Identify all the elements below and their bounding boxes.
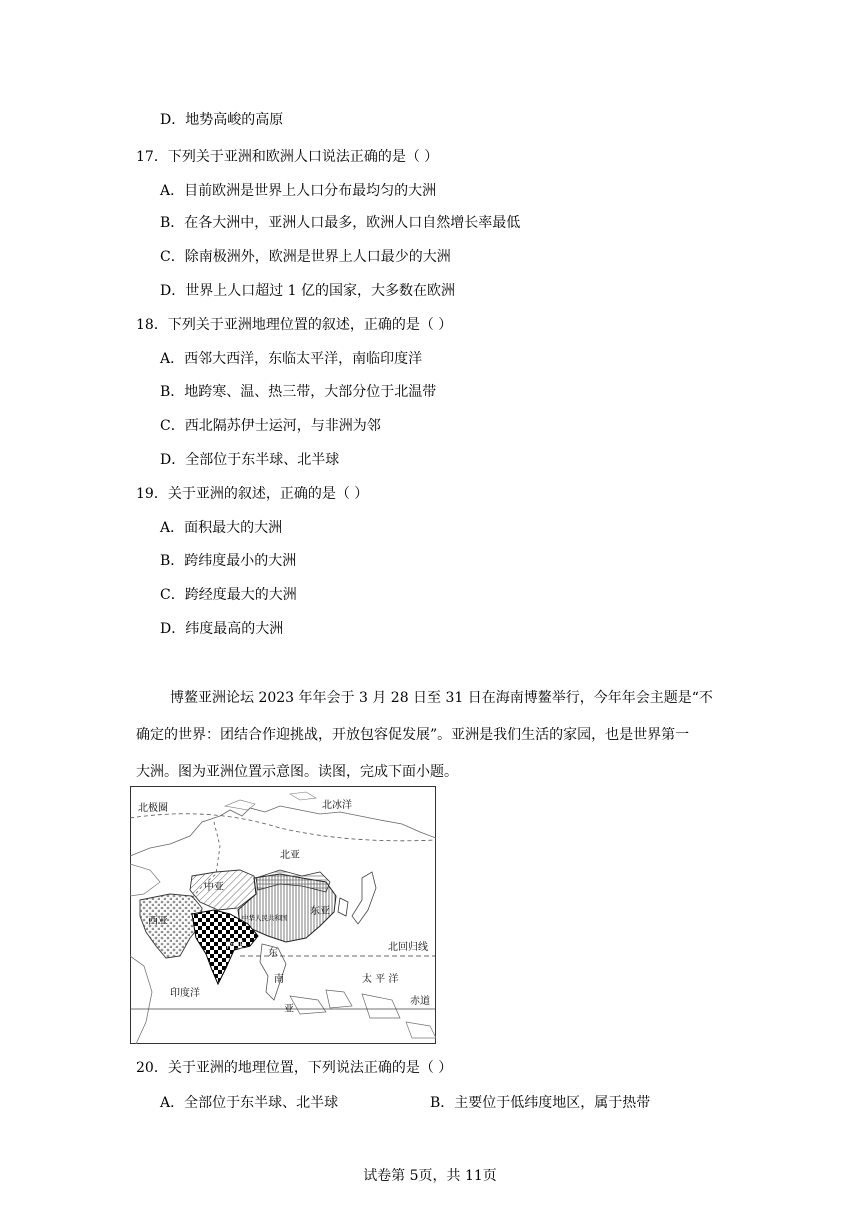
map-label-equator: 赤道 — [410, 996, 430, 1007]
map-label-southeast-3: 亚 — [284, 1004, 294, 1015]
passage-line-1: 博鳌亚洲论坛 2023 年年会于 3 月 28 日至 31 日在海南博鳌举行，今年年会主题是“不 — [170, 690, 713, 706]
q17-option-c: C．除南极洲外，欧洲是世界上人口最少的大洲 — [160, 249, 451, 265]
page-footer: 试卷第 5页，共 11页 — [363, 1168, 497, 1184]
q18-option-d: D．全部位于东半球、北半球 — [160, 452, 340, 468]
q18-option-b: B．地跨寒、温、热三带，大部分位于北温带 — [160, 384, 437, 400]
q20-stem: 20．关于亚洲的地理位置，下列说法正确的是（ ） — [136, 1060, 453, 1076]
map-label-west-asia: 西亚 — [148, 916, 168, 927]
q17-stem: 17．下列关于亚洲和欧洲人口说法正确的是（ ） — [136, 149, 439, 165]
map-label-tropic-of-cancer: 北回归线 — [388, 942, 428, 953]
q20-option-a: A．全部位于东半球、北半球 — [160, 1095, 339, 1111]
map-label-southeast-2: 南 — [274, 974, 284, 985]
map-label-china: 中华人民共和国 — [242, 914, 288, 922]
q18-option-c: C．西北隔苏伊士运河，与非洲为邻 — [160, 418, 381, 434]
q20-option-b: B．主要位于低纬度地区，属于热带 — [430, 1095, 651, 1111]
map-label-indian-ocean: 印度洋 — [170, 988, 200, 999]
q19-option-c: C．跨经度最大的大洲 — [160, 587, 297, 603]
map-label-pacific-ocean: 太 平 洋 — [362, 974, 399, 985]
map-label-north-asia: 北亚 — [280, 850, 300, 861]
asia-location-map — [130, 786, 436, 1044]
map-label-arctic-ocean: 北冰洋 — [322, 800, 352, 811]
map-label-southeast-1: 东 — [268, 948, 278, 959]
passage-line-2: 确定的世界：团结合作迎挑战，开放包容促发展”。亚洲是我们生活的家园，也是世界第一 — [136, 727, 690, 743]
q19-option-a: A．面积最大的大洲 — [160, 520, 283, 536]
q16-option-d: D．地势高峻的高原 — [160, 112, 284, 128]
q17-option-a: A．目前欧洲是世界上人口分布最均匀的大洲 — [160, 183, 437, 199]
q19-option-b: B．跨纬度最小的大洲 — [160, 553, 297, 569]
map-label-arctic-circle: 北极圈 — [138, 803, 168, 814]
passage-line-3: 大洲。图为亚洲位置示意图。读图，完成下面小题。 — [136, 764, 458, 780]
map-label-south-asia: 南亚 — [226, 941, 245, 951]
q18-option-a: A．西邻大西洋，东临太平洋，南临印度洋 — [160, 351, 423, 367]
reading-passage — [136, 680, 736, 791]
map-label-east-asia: 东亚 — [310, 906, 330, 917]
map-label-central-asia: 中亚 — [204, 882, 224, 893]
q19-stem: 19．关于亚洲的叙述，正确的是（ ） — [136, 486, 369, 502]
q19-option-d: D．纬度最高的大洲 — [160, 621, 284, 637]
q18-stem: 18．下列关于亚洲地理位置的叙述，正确的是（ ） — [136, 317, 453, 333]
q17-option-d: D．世界上人口超过 1 亿的国家，大多数在欧洲 — [160, 283, 456, 299]
q17-option-b: B．在各大洲中，亚洲人口最多，欧洲人口自然增长率最低 — [160, 215, 521, 231]
